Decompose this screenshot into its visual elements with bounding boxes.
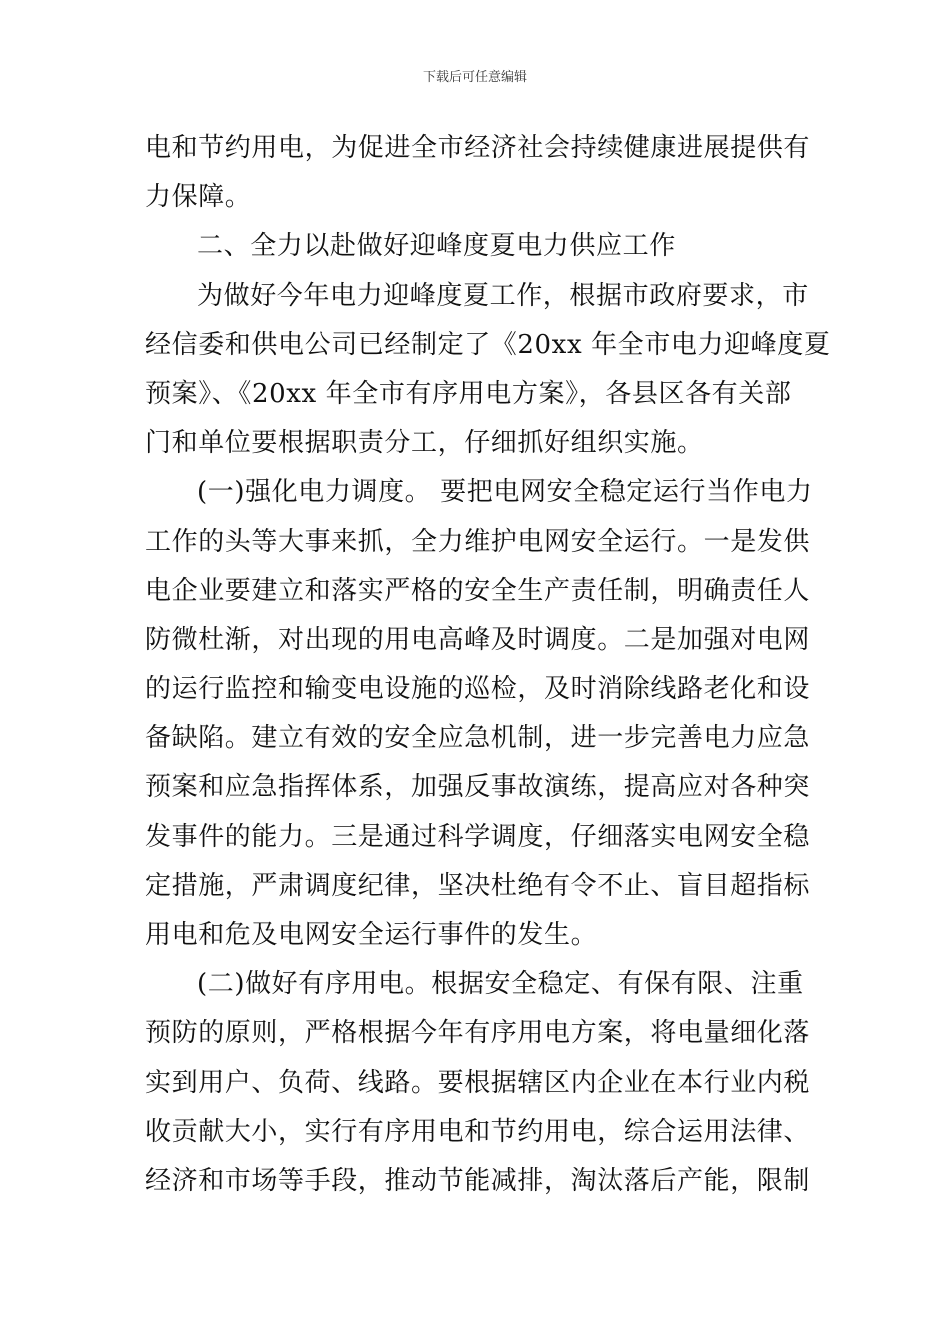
text-line: 实到用户、负荷、线路。要根据辖区内企业在本行业内税 bbox=[145, 1067, 811, 1098]
page-header: 下载后可任意编辑 bbox=[422, 70, 527, 85]
text-line: 用电和危及电网安全运行事件的发生。 bbox=[145, 920, 598, 950]
text-line: 力保障。 bbox=[145, 182, 252, 213]
text-line: 二、全力以赴做好迎峰度夏电力供应工作 bbox=[197, 231, 676, 262]
text-line: 工作的头等大事来抓，全力维护电网安全运行。一是发供 bbox=[145, 526, 811, 557]
text-line: 预防的原则，严格根据今年有序用电方案，将电量细化落 bbox=[145, 1018, 811, 1049]
text-line: 定措施，严肃调度纪律，坚决杜绝有令不止、盲目超指标 bbox=[145, 870, 811, 901]
document-body bbox=[145, 124, 831, 1206]
text-line: 预案和应急指挥体系，加强反事故演练，提高应对各种突 bbox=[145, 772, 811, 803]
text-line: (二)做好有序用电。根据安全稳定、有保有限、注重 bbox=[197, 969, 804, 1000]
text-line: 门和单位要根据职责分工，仔细抓好组织实施。 bbox=[145, 428, 704, 459]
text-line: 发事件的能力。三是通过科学调度，仔细落实电网安全稳 bbox=[145, 821, 811, 852]
text-line: 备缺陷。建立有效的安全应急机制，进一步完善电力应急 bbox=[145, 723, 811, 754]
text-line: 经信委和供电公司已经制定了《20xx 年全市电力迎峰度夏 bbox=[145, 329, 831, 360]
text-line: 经济和市场等手段，推动节能减排，淘汰落后产能，限制 bbox=[145, 1165, 811, 1196]
text-line: 收贡献大小，实行有序用电和节约用电，综合运用法律、 bbox=[145, 1116, 811, 1147]
text-line: 为做好今年电力迎峰度夏工作，根据市政府要求，市 bbox=[197, 280, 809, 311]
text-line: 的运行监控和输变电设施的巡检，及时消除线路老化和设 bbox=[145, 674, 811, 705]
text-line: 电企业要建立和落实严格的安全生产责任制，明确责任人 bbox=[145, 575, 811, 606]
text-line: 防微杜渐，对出现的用电高峰及时调度。二是加强对电网 bbox=[145, 624, 811, 655]
text-line: (一)强化电力调度。 要把电网安全稳定运行当作电力 bbox=[197, 477, 813, 508]
text-line: 预案》、《20xx 年全市有序用电方案》，各县区各有关部 bbox=[145, 378, 792, 409]
text-line: 电和节约用电，为促进全市经济社会持续健康进展提供有 bbox=[145, 133, 811, 163]
